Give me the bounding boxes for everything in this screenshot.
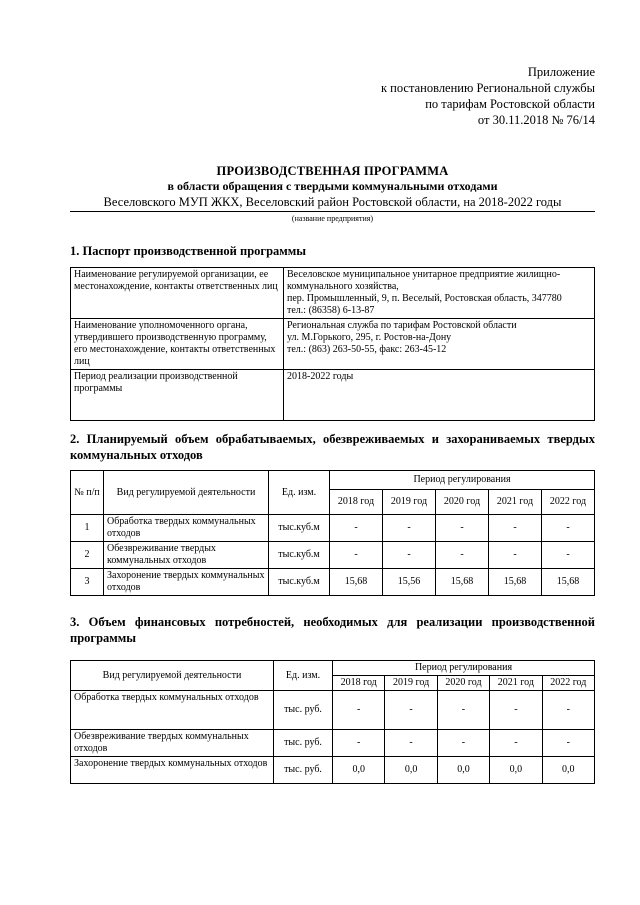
year-header: 2022 год <box>542 676 594 691</box>
year-header: 2018 год <box>330 490 383 515</box>
row-activity: Обезвреживание твердых коммунальных отходов <box>104 542 269 569</box>
value-line: 2018-2022 годы <box>287 371 354 382</box>
passport-value <box>284 370 595 421</box>
table-header-row <box>71 471 595 490</box>
appendix-line: Приложение <box>527 65 595 79</box>
title-block <box>70 163 595 224</box>
row-value: - <box>489 542 542 569</box>
row-activity: Обработка твердых коммунальных отходов <box>71 691 274 730</box>
row-value: 15,68 <box>436 569 489 596</box>
row-value: 0,0 <box>542 757 594 784</box>
row-unit: тыс.куб.м <box>269 515 330 542</box>
passport-label: Наименование уполномоченного органа, утвердившего производственную программу, его местонахождение, контакты ответственных лиц <box>71 319 284 370</box>
col-unit-header: Ед. изм. <box>274 661 333 691</box>
row-value: 0,0 <box>490 757 542 784</box>
passport-value <box>284 268 595 319</box>
row-num: 2 <box>71 542 104 569</box>
row-value: 0,0 <box>385 757 437 784</box>
table-row <box>71 542 595 569</box>
table-row <box>71 370 595 421</box>
row-activity: Захоронение твердых коммунальных отходов <box>71 757 274 784</box>
organization-name: Веселовского МУП ЖКХ, Веселовский район Ростовской области, на 2018-2022 годы <box>70 194 595 212</box>
table-row <box>71 730 595 757</box>
row-value: - <box>383 515 436 542</box>
table-row <box>71 569 595 596</box>
appendix-line: по тарифам Ростовской области <box>425 97 595 111</box>
table-row <box>71 268 595 319</box>
table-row <box>71 757 595 784</box>
row-value: 15,68 <box>489 569 542 596</box>
appendix-line: от 30.11.2018 № 76/14 <box>477 113 595 127</box>
row-value: - <box>385 730 437 757</box>
document-title: ПРОИЗВОДСТВЕННАЯ ПРОГРАММА <box>216 164 449 178</box>
row-unit: тыс. руб. <box>274 730 333 757</box>
value-line: ул. М.Горького, 295, г. Ростов-на-Дону <box>287 332 452 343</box>
year-header: 2019 год <box>383 490 436 515</box>
row-value: 15,68 <box>330 569 383 596</box>
value-line: тел.: (863) 263-50-55, факс: 263-45-12 <box>287 344 447 355</box>
col-num-header: № п/п <box>71 471 104 515</box>
year-header: 2018 год <box>333 676 385 691</box>
row-value: 15,68 <box>542 569 595 596</box>
row-value: 0,0 <box>333 757 385 784</box>
row-activity: Обезвреживание твердых коммунальных отходов <box>71 730 274 757</box>
value-line: пер. Промышленный, 9, п. Веселый, Ростовская область, 347780 <box>287 293 562 304</box>
table-row <box>71 515 595 542</box>
row-value: - <box>542 542 595 569</box>
section2-heading: 2. Планируемый объем обрабатываемых, обезвреживаемых и захораниваемых твердых коммунальных отходов <box>70 432 595 462</box>
appendix-line: к постановлению Региональной службы <box>380 81 595 95</box>
year-header: 2019 год <box>385 676 437 691</box>
passport-value <box>284 319 595 370</box>
row-value: - <box>437 730 489 757</box>
table-row <box>71 319 595 370</box>
row-num: 1 <box>71 515 104 542</box>
row-value: - <box>542 730 594 757</box>
row-unit: тыс.куб.м <box>269 569 330 596</box>
value-line: Веселовское муниципальное унитарное предприятие жилищно-коммунального хозяйства, <box>287 269 561 292</box>
col-period-header: Период регулирования <box>330 471 595 490</box>
row-value: - <box>330 542 383 569</box>
row-value: - <box>330 515 383 542</box>
year-header: 2020 год <box>436 490 489 515</box>
appendix-block <box>381 64 595 128</box>
year-header: 2020 год <box>437 676 489 691</box>
col-activity-header: Вид регулируемой деятельности <box>104 471 269 515</box>
passport-table <box>70 267 595 421</box>
passport-label: Период реализации производственной программы <box>71 370 284 421</box>
row-value: - <box>436 515 489 542</box>
row-value: - <box>489 515 542 542</box>
row-activity: Обработка твердых коммунальных отходов <box>104 515 269 542</box>
row-activity: Захоронение твердых коммунальных отходов <box>104 569 269 596</box>
year-header: 2022 год <box>542 490 595 515</box>
row-unit: тыс. руб. <box>274 691 333 730</box>
value-line: Региональная служба по тарифам Ростовской области <box>287 320 517 331</box>
row-value: - <box>333 691 385 730</box>
row-value: - <box>436 542 489 569</box>
row-value: - <box>490 691 542 730</box>
year-header: 2021 год <box>490 676 542 691</box>
col-unit-header: Ед. изм. <box>269 471 330 515</box>
value-line: тел.: (86358) 6-13-87 <box>287 305 375 316</box>
volume-table <box>70 470 595 596</box>
row-unit: тыс. руб. <box>274 757 333 784</box>
section3-heading: 3. Объем финансовых потребностей, необходимых для реализации производственной программы <box>70 615 595 645</box>
row-value: - <box>385 691 437 730</box>
row-value: - <box>437 691 489 730</box>
year-header: 2021 год <box>489 490 542 515</box>
row-unit: тыс.куб.м <box>269 542 330 569</box>
row-value: - <box>383 542 436 569</box>
table-header-row <box>71 661 595 676</box>
section1-heading: 1. Паспорт производственной программы <box>70 244 307 258</box>
col-activity-header: Вид регулируемой деятельности <box>71 661 274 691</box>
document-subtitle: в области обращения с твердыми коммунальными отходами <box>167 179 498 193</box>
row-value: 15,56 <box>383 569 436 596</box>
finance-table <box>70 660 595 784</box>
col-period-header: Период регулирования <box>333 661 595 676</box>
table-row <box>71 691 595 730</box>
row-value: - <box>542 515 595 542</box>
row-num: 3 <box>71 569 104 596</box>
row-value: 0,0 <box>437 757 489 784</box>
row-value: - <box>542 691 594 730</box>
passport-label: Наименование регулируемой организации, ее местонахождение, контакты ответственных лиц <box>71 268 284 319</box>
row-value: - <box>490 730 542 757</box>
organization-caption: (название предприятия) <box>291 214 374 223</box>
row-value: - <box>333 730 385 757</box>
